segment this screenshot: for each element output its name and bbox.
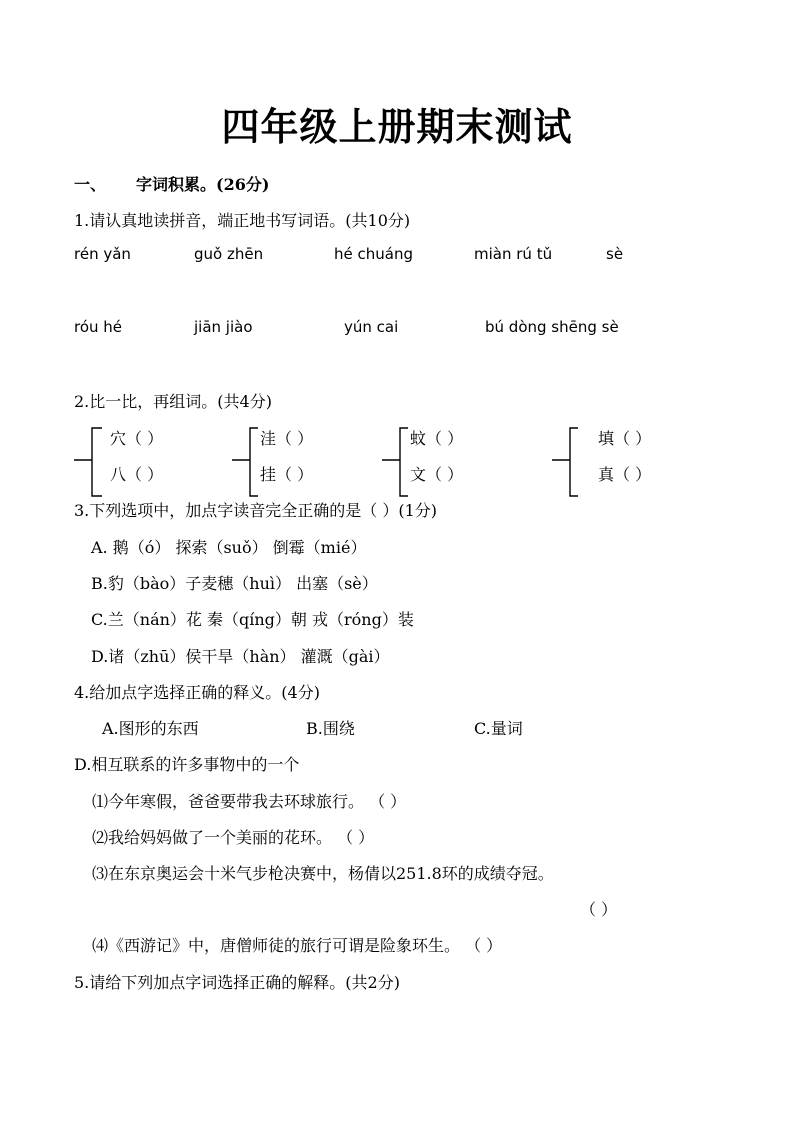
q3-option-a: A. 鹅（ó） 探索（suǒ） 倒霉（mié） [91, 538, 367, 557]
brace-group-3 [378, 424, 414, 500]
q3-option-d: D.诸（zhū）侯干旱（hàn） 灌溉（gài） [91, 647, 390, 666]
q3-option-c: C.兰（nán）花 秦（qíng）朝 戎（róng）装 [91, 610, 414, 629]
q4-item-3-answer: （ ） [580, 900, 618, 919]
pinyin-item: jiān jiào [194, 318, 253, 336]
pinyin-item: róu hé [74, 318, 123, 336]
q1-prompt: 1.请认真地读拼音，端正地书写词语。(共10分) [74, 211, 411, 230]
q4-choice-b: B.围绕 [306, 719, 355, 738]
pinyin-item: sè [606, 245, 624, 263]
q4-item-2: ⑵我给妈妈做了一个美丽的花环。 （ ） [92, 828, 375, 847]
compare-word: 真（ ） [598, 465, 652, 484]
compare-word: 洼（ ） [260, 429, 314, 448]
q4-choice-a: A.图形的东西 [102, 719, 199, 738]
q4-choice-c: C.量词 [474, 719, 523, 738]
q4-prompt: 4.给加点字选择正确的释义。(4分) [74, 683, 320, 702]
q4-item-1: ⑴今年寒假，爸爸要带我去环球旅行。 （ ） [92, 792, 407, 811]
section-number: 一、 [74, 175, 107, 194]
compare-word: 文（ ） [410, 465, 464, 484]
pinyin-item: guǒ zhēn [194, 245, 264, 263]
section-heading: 字词积累。(26分) [136, 175, 270, 194]
pinyin-item: hé chuáng [334, 245, 413, 263]
compare-word: 蚊（ ） [410, 429, 464, 448]
q4-choice-d: D.相互联系的许多事物中的一个 [74, 755, 300, 774]
brace-group-1 [68, 424, 108, 500]
q4-item-4: ⑷《西游记》中，唐僧师徒的旅行可谓是险象环生。 （ ） [92, 936, 503, 955]
pinyin-item: miàn rú tǔ [474, 245, 553, 263]
brace-group-2 [228, 424, 264, 500]
q5-prompt: 5.请给下列加点字词选择正确的解释。(共2分) [74, 973, 400, 992]
page-title: 四年级上册期末测试 [221, 104, 573, 149]
pinyin-item: rén yǎn [74, 245, 131, 263]
q4-item-3: ⑶在东京奥运会十米气步枪决赛中，杨倩以251.8环的成绩夺冠。 [92, 864, 554, 883]
q2-prompt: 2.比一比，再组词。(共4分) [74, 392, 272, 411]
compare-word: 穴（ ） [110, 429, 164, 448]
compare-word: 八（ ） [110, 465, 164, 484]
compare-word: 填（ ） [598, 429, 652, 448]
pinyin-item: bú dòng shēng sè [485, 318, 619, 336]
q3-prompt: 3.下列选项中，加点字读音完全正确的是（ ）(1分) [74, 501, 438, 520]
q3-option-b: B.豹（bào）子麦穗（huì） 出塞（sè） [91, 574, 378, 593]
brace-group-4 [548, 424, 584, 500]
pinyin-item: yún cai [344, 318, 399, 336]
compare-word: 挂（ ） [260, 465, 314, 484]
